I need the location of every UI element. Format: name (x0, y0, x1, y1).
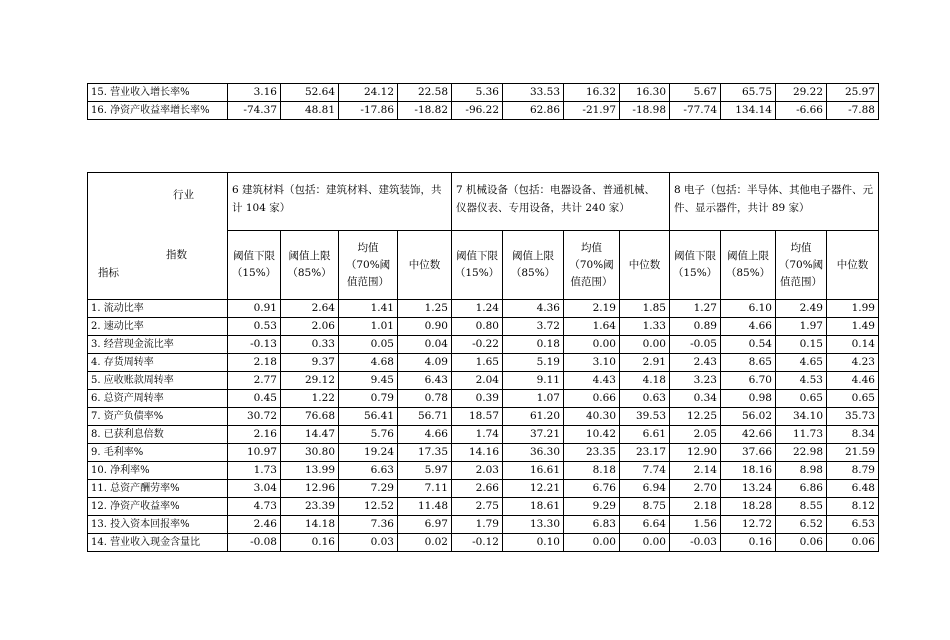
value-cell: 4.66 (398, 426, 452, 444)
value-cell: 23.39 (281, 498, 339, 516)
row-label: 8. 已获利息倍数 (88, 426, 228, 444)
value-cell: 1.25 (398, 300, 452, 318)
value-cell: -18.98 (620, 102, 670, 120)
value-cell: 18.61 (503, 498, 564, 516)
value-cell: 6.48 (827, 480, 879, 498)
value-cell: 1.99 (827, 300, 879, 318)
column-subheader: 中位数 (620, 231, 670, 300)
value-cell: 6.70 (721, 372, 776, 390)
value-cell: 2.43 (670, 354, 721, 372)
value-cell: 5.76 (339, 426, 398, 444)
value-cell: 6.64 (620, 516, 670, 534)
value-cell: 2.64 (281, 300, 339, 318)
group-header-machinery: 7 机械设备（包括：电器设备、普通机械、仪器仪表、专用设备，共计 240 家） (452, 173, 670, 231)
value-cell: 30.80 (281, 444, 339, 462)
value-cell: 0.00 (620, 534, 670, 552)
value-cell: 2.14 (670, 462, 721, 480)
value-cell: 14.16 (452, 444, 503, 462)
row-label: 4. 存货周转率 (88, 354, 228, 372)
column-subheader: 阈值下限（15%） (670, 231, 721, 300)
value-cell: 2.06 (281, 318, 339, 336)
table-row (88, 480, 879, 498)
value-cell: 9.37 (281, 354, 339, 372)
value-cell: -96.22 (452, 102, 503, 120)
row-label: 14. 营业收入现金含量比 (88, 534, 228, 552)
row-label: 16. 净资产收益率增长率% (88, 102, 228, 120)
value-cell: 2.46 (228, 516, 281, 534)
value-cell: 12.96 (281, 480, 339, 498)
value-cell: 2.16 (228, 426, 281, 444)
value-cell: 35.73 (827, 408, 879, 426)
value-cell: 0.18 (503, 336, 564, 354)
table-row (88, 426, 879, 444)
value-cell: 1.56 (670, 516, 721, 534)
value-cell: -0.08 (228, 534, 281, 552)
column-subheader: 均值（70%阈值范围） (564, 231, 620, 300)
value-cell: 6.94 (620, 480, 670, 498)
value-cell: 2.66 (452, 480, 503, 498)
row-label: 10. 净利率% (88, 462, 228, 480)
value-cell: 2.91 (620, 354, 670, 372)
value-cell: 3.72 (503, 318, 564, 336)
value-cell: 0.33 (281, 336, 339, 354)
value-cell: 29.22 (776, 84, 827, 102)
row-label: 9. 毛利率% (88, 444, 228, 462)
value-cell: 24.12 (339, 84, 398, 102)
value-cell: 0.05 (339, 336, 398, 354)
value-cell: 6.53 (827, 516, 879, 534)
value-cell: 2.70 (670, 480, 721, 498)
value-cell: 1.01 (339, 318, 398, 336)
value-cell: 3.04 (228, 480, 281, 498)
value-cell: 3.23 (670, 372, 721, 390)
value-cell: 21.59 (827, 444, 879, 462)
value-cell: 6.83 (564, 516, 620, 534)
column-subheader: 阈值上限（85%） (281, 231, 339, 300)
value-cell: 9.29 (564, 498, 620, 516)
column-subheader: 阈值上限（85%） (503, 231, 564, 300)
value-cell: 6.43 (398, 372, 452, 390)
value-cell: 12.25 (670, 408, 721, 426)
column-subheader: 均值（70%阈值范围） (339, 231, 398, 300)
column-subheader: 阈值上限（85%） (721, 231, 776, 300)
row-label: 7. 资产负债率% (88, 408, 228, 426)
value-cell: 7.74 (620, 462, 670, 480)
value-cell: 16.61 (503, 462, 564, 480)
value-cell: 12.52 (339, 498, 398, 516)
value-cell: 4.09 (398, 354, 452, 372)
table-row (88, 354, 879, 372)
table-row (88, 84, 879, 102)
value-cell: 19.24 (339, 444, 398, 462)
value-cell: 1.22 (281, 390, 339, 408)
value-cell: 0.06 (776, 534, 827, 552)
value-cell: 0.65 (776, 390, 827, 408)
table-row (88, 102, 879, 120)
value-cell: 1.65 (452, 354, 503, 372)
value-cell: 7.11 (398, 480, 452, 498)
value-cell: 0.10 (503, 534, 564, 552)
value-cell: 1.85 (620, 300, 670, 318)
value-cell: 18.16 (721, 462, 776, 480)
table-row (88, 516, 879, 534)
row-label: 6. 总资产周转率 (88, 390, 228, 408)
value-cell: 9.45 (339, 372, 398, 390)
table-row (88, 372, 879, 390)
row-label: 3. 经营现金流比率 (88, 336, 228, 354)
value-cell: 0.65 (827, 390, 879, 408)
value-cell: 5.97 (398, 462, 452, 480)
value-cell: 18.28 (721, 498, 776, 516)
value-cell: 134.14 (721, 102, 776, 120)
value-cell: -0.13 (228, 336, 281, 354)
value-cell: 42.66 (721, 426, 776, 444)
value-cell: 34.10 (776, 408, 827, 426)
row-label: 2. 速动比率 (88, 318, 228, 336)
value-cell: 56.71 (398, 408, 452, 426)
value-cell: 0.98 (721, 390, 776, 408)
value-cell: 17.35 (398, 444, 452, 462)
value-cell: 0.15 (776, 336, 827, 354)
value-cell: 13.30 (503, 516, 564, 534)
value-cell: 4.43 (564, 372, 620, 390)
table-row (88, 462, 879, 480)
value-cell: 6.52 (776, 516, 827, 534)
value-cell: 2.04 (452, 372, 503, 390)
value-cell: 5.19 (503, 354, 564, 372)
table-row (88, 300, 879, 318)
value-cell: 1.33 (620, 318, 670, 336)
value-cell: 62.86 (503, 102, 564, 120)
value-cell: 8.98 (776, 462, 827, 480)
row-label: 15. 营业收入增长率% (88, 84, 228, 102)
value-cell: 61.20 (503, 408, 564, 426)
value-cell: 76.68 (281, 408, 339, 426)
value-cell: 30.72 (228, 408, 281, 426)
value-cell: -0.05 (670, 336, 721, 354)
value-cell: -18.82 (398, 102, 452, 120)
value-cell: -74.37 (228, 102, 281, 120)
value-cell: 0.45 (228, 390, 281, 408)
value-cell: 6.10 (721, 300, 776, 318)
row-label: 12. 净资产收益率% (88, 498, 228, 516)
value-cell: 4.66 (721, 318, 776, 336)
value-cell: 1.97 (776, 318, 827, 336)
value-cell: 10.97 (228, 444, 281, 462)
table-row (88, 534, 879, 552)
value-cell: 33.53 (503, 84, 564, 102)
value-cell: 1.24 (452, 300, 503, 318)
value-cell: 37.21 (503, 426, 564, 444)
value-cell: 0.00 (620, 336, 670, 354)
value-cell: 4.36 (503, 300, 564, 318)
row-label: 5. 应收账款周转率 (88, 372, 228, 390)
column-subheader: 中位数 (398, 231, 452, 300)
value-cell: 0.39 (452, 390, 503, 408)
value-cell: 2.18 (670, 498, 721, 516)
value-cell: 11.48 (398, 498, 452, 516)
value-cell: 13.99 (281, 462, 339, 480)
value-cell: 0.03 (339, 534, 398, 552)
value-cell: -21.97 (564, 102, 620, 120)
row-label: 13. 投入资本回报率% (88, 516, 228, 534)
group-header-building-materials: 6 建筑材料（包括：建筑材料、建筑装饰，共计 104 家） (228, 173, 452, 231)
value-cell: 0.78 (398, 390, 452, 408)
top-continuation-table (87, 83, 879, 120)
value-cell: 8.75 (620, 498, 670, 516)
value-cell: -6.66 (776, 102, 827, 120)
value-cell: 0.06 (827, 534, 879, 552)
value-cell: 1.79 (452, 516, 503, 534)
value-cell: 6.76 (564, 480, 620, 498)
value-cell: 0.79 (339, 390, 398, 408)
value-cell: -0.03 (670, 534, 721, 552)
table-row (88, 408, 879, 426)
value-cell: 52.64 (281, 84, 339, 102)
value-cell: 9.11 (503, 372, 564, 390)
value-cell: 22.58 (398, 84, 452, 102)
value-cell: 39.53 (620, 408, 670, 426)
value-cell: 14.47 (281, 426, 339, 444)
value-cell: 0.53 (228, 318, 281, 336)
value-cell: 2.05 (670, 426, 721, 444)
value-cell: 23.35 (564, 444, 620, 462)
value-cell: 7.29 (339, 480, 398, 498)
value-cell: 4.46 (827, 372, 879, 390)
value-cell: 0.91 (228, 300, 281, 318)
value-cell: 0.54 (721, 336, 776, 354)
column-subheader: 阈值下限（15%） (228, 231, 281, 300)
value-cell: 1.27 (670, 300, 721, 318)
value-cell: 37.66 (721, 444, 776, 462)
value-cell: 0.34 (670, 390, 721, 408)
value-cell: 7.36 (339, 516, 398, 534)
value-cell: 16.32 (564, 84, 620, 102)
value-cell: 1.73 (228, 462, 281, 480)
value-cell: 12.21 (503, 480, 564, 498)
column-subheader: 阈值下限（15%） (452, 231, 503, 300)
value-cell: 5.67 (670, 84, 721, 102)
table-row (88, 498, 879, 516)
value-cell: 18.57 (452, 408, 503, 426)
value-cell: 23.17 (620, 444, 670, 462)
value-cell: 0.63 (620, 390, 670, 408)
value-cell: 3.16 (228, 84, 281, 102)
value-cell: 11.73 (776, 426, 827, 444)
value-cell: -17.86 (339, 102, 398, 120)
value-cell: 3.10 (564, 354, 620, 372)
value-cell: 8.12 (827, 498, 879, 516)
value-cell: -0.12 (452, 534, 503, 552)
value-cell: 4.23 (827, 354, 879, 372)
value-cell: 0.04 (398, 336, 452, 354)
value-cell: 1.64 (564, 318, 620, 336)
table-row (88, 318, 879, 336)
value-cell: -77.74 (670, 102, 721, 120)
value-cell: 5.36 (452, 84, 503, 102)
value-cell: 14.18 (281, 516, 339, 534)
value-cell: 8.79 (827, 462, 879, 480)
table-row (88, 444, 879, 462)
indicator-label: 指标 (98, 267, 119, 279)
value-cell: 4.18 (620, 372, 670, 390)
value-cell: 2.77 (228, 372, 281, 390)
value-cell: 0.14 (827, 336, 879, 354)
value-cell: 0.66 (564, 390, 620, 408)
value-cell: 16.30 (620, 84, 670, 102)
value-cell: 1.74 (452, 426, 503, 444)
value-cell: 13.24 (721, 480, 776, 498)
value-cell: 10.42 (564, 426, 620, 444)
value-cell: 2.75 (452, 498, 503, 516)
value-cell: 1.41 (339, 300, 398, 318)
value-cell: 56.41 (339, 408, 398, 426)
value-cell: 6.97 (398, 516, 452, 534)
value-cell: -0.22 (452, 336, 503, 354)
value-cell: 40.30 (564, 408, 620, 426)
table-row (88, 390, 879, 408)
value-cell: 2.19 (564, 300, 620, 318)
value-cell: 25.97 (827, 84, 879, 102)
value-cell: 22.98 (776, 444, 827, 462)
industry-indicator-table (87, 172, 879, 552)
value-cell: 0.89 (670, 318, 721, 336)
value-cell: 0.00 (564, 534, 620, 552)
value-cell: 6.86 (776, 480, 827, 498)
value-cell: 12.72 (721, 516, 776, 534)
value-cell: 8.18 (564, 462, 620, 480)
value-cell: 36.30 (503, 444, 564, 462)
value-cell: 1.07 (503, 390, 564, 408)
value-cell: 65.75 (721, 84, 776, 102)
value-cell: 56.02 (721, 408, 776, 426)
corner-header-cell (88, 173, 228, 300)
value-cell: 2.03 (452, 462, 503, 480)
value-cell: -7.88 (827, 102, 879, 120)
value-cell: 6.63 (339, 462, 398, 480)
value-cell: 4.53 (776, 372, 827, 390)
value-cell: 2.18 (228, 354, 281, 372)
column-subheader: 均值（70%阈值范围） (776, 231, 827, 300)
value-cell: 4.73 (228, 498, 281, 516)
row-label: 11. 总资产酬劳率% (88, 480, 228, 498)
value-cell: 29.12 (281, 372, 339, 390)
value-cell: 6.61 (620, 426, 670, 444)
value-cell: 8.34 (827, 426, 879, 444)
value-cell: 4.68 (339, 354, 398, 372)
value-cell: 8.55 (776, 498, 827, 516)
value-cell: 0.16 (721, 534, 776, 552)
value-cell: 2.49 (776, 300, 827, 318)
industry-label: 行业 (173, 189, 194, 201)
value-cell: 8.65 (721, 354, 776, 372)
value-cell: 12.90 (670, 444, 721, 462)
value-cell: 1.49 (827, 318, 879, 336)
index-label: 指数 (166, 249, 187, 261)
value-cell: 4.65 (776, 354, 827, 372)
value-cell: 0.16 (281, 534, 339, 552)
value-cell: 0.90 (398, 318, 452, 336)
value-cell: 48.81 (281, 102, 339, 120)
value-cell: 0.00 (564, 336, 620, 354)
row-label: 1. 流动比率 (88, 300, 228, 318)
group-header-electronics: 8 电子（包括：半导体、其他电子器件、元件、显示器件，共计 89 家） (670, 173, 879, 231)
value-cell: 0.80 (452, 318, 503, 336)
column-subheader: 中位数 (827, 231, 879, 300)
value-cell: 0.02 (398, 534, 452, 552)
table-row (88, 336, 879, 354)
